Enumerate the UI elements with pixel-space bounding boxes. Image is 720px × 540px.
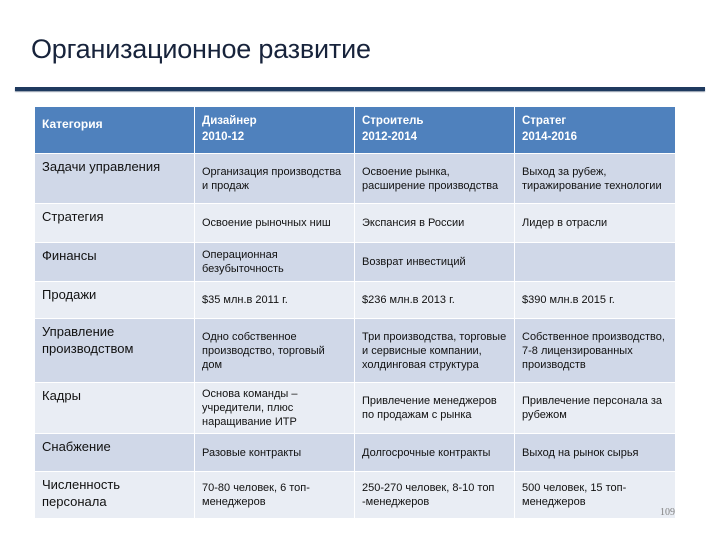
- org-development-table: [34, 106, 676, 519]
- row-category: Кадры: [35, 383, 195, 434]
- row-category: Финансы: [35, 243, 195, 282]
- table-row: [35, 204, 676, 243]
- cell-designer: Основа команды – учредители, плюс наращивание ИТР: [195, 383, 355, 434]
- table-row: [35, 434, 676, 472]
- cell-strategist: [515, 243, 676, 282]
- slide-title: Организационное развитие: [31, 34, 371, 64]
- cell-designer: Освоение рыночных ниш: [195, 204, 355, 243]
- table-row: [35, 319, 676, 383]
- cell-builder: Экспансия в России: [355, 204, 515, 243]
- header-period: 2014-2016: [522, 131, 577, 143]
- cell-designer: $35 млн.в 2011 г.: [195, 282, 355, 319]
- cell-strategist: Выход на рынок сырья: [515, 434, 676, 472]
- cell-builder: Привлечение менеджеров по продажам с рынка: [355, 383, 515, 434]
- header-label: Дизайнер: [202, 115, 257, 127]
- cell-builder: Три производства, торговые и сервисные компании, холдинговая структура: [355, 319, 515, 383]
- cell-strategist: Выход за рубеж, тиражирование технологии: [515, 154, 676, 204]
- cell-builder: $236 млн.в 2013 г.: [355, 282, 515, 319]
- cell-designer: Организация производства и продаж: [195, 154, 355, 204]
- cell-strategist: Собственное производство, 7-8 лицензированных производств: [515, 319, 676, 383]
- cell-builder: Возврат инвестиций: [355, 243, 515, 282]
- header-period: 2012-2014: [362, 131, 417, 143]
- cell-builder: Долгосрочные контракты: [355, 434, 515, 472]
- header-category: [35, 107, 195, 154]
- cell-strategist: Лидер в отрасли: [515, 204, 676, 243]
- header-label: Категория: [42, 117, 103, 131]
- header-period: 2010-12: [202, 131, 245, 143]
- cell-designer: Разовые контракты: [195, 434, 355, 472]
- cell-designer: 70-80 человек, 6 топ-менеджеров: [195, 472, 355, 519]
- cell-builder: 250-270 человек, 8-10 топ -менеджеров: [355, 472, 515, 519]
- header-strategist: [515, 107, 676, 154]
- header-label: Стратег: [522, 115, 567, 127]
- table-header-row: [35, 107, 676, 154]
- page-number: 109: [660, 507, 675, 518]
- cell-strategist: Привлечение персонала за рубежом: [515, 383, 676, 434]
- row-category: Численность персонала: [35, 472, 195, 519]
- table-row: [35, 243, 676, 282]
- table-row: [35, 282, 676, 319]
- header-builder: [355, 107, 515, 154]
- header-designer: [195, 107, 355, 154]
- row-category: Продажи: [35, 282, 195, 319]
- row-category: Управление производством: [35, 319, 195, 383]
- table-row: [35, 472, 676, 519]
- cell-designer: Операционная безубыточность: [195, 243, 355, 282]
- row-category: Стратегия: [35, 204, 195, 243]
- header-label: Строитель: [362, 115, 424, 127]
- title-divider: [15, 87, 705, 91]
- cell-strategist: 500 человек, 15 топ-менеджеров: [515, 472, 676, 519]
- table-row: [35, 383, 676, 434]
- row-category: Задачи управления: [35, 154, 195, 204]
- cell-designer: Одно собственное производство, торговый дом: [195, 319, 355, 383]
- row-category: Снабжение: [35, 434, 195, 472]
- table-row: [35, 154, 676, 204]
- cell-strategist: $390 млн.в 2015 г.: [515, 282, 676, 319]
- cell-builder: Освоение рынка, расширение производства: [355, 154, 515, 204]
